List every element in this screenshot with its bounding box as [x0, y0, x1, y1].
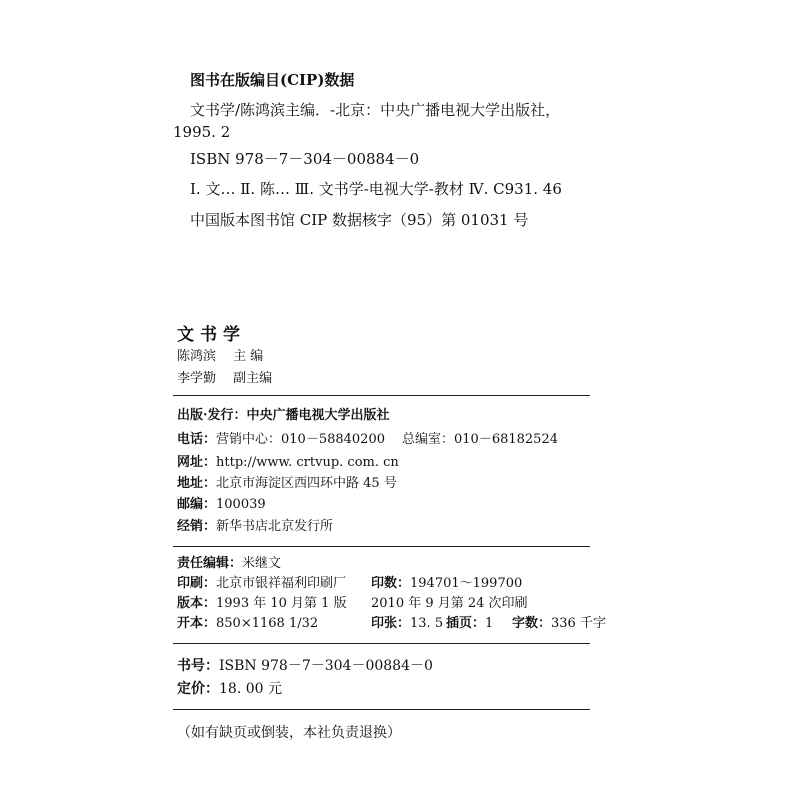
format-label: 开本： [177, 616, 217, 631]
edition-cell [177, 597, 371, 610]
publisher-label: 出版·发行： [177, 408, 247, 423]
edition-label: 版本： [177, 596, 217, 611]
plates-cell [446, 617, 512, 630]
phone-sales: 营销中心：010－58840200 [216, 432, 385, 447]
edition-row [177, 597, 528, 610]
price-value: 18. 00 元 [219, 681, 282, 697]
book-number-value: ISBN 978－7－304－00884－0 [219, 658, 433, 674]
publisher-value: 中央广播电视大学出版社 [246, 408, 390, 423]
divider-1 [173, 395, 590, 396]
deputy-editor-name: 李学勤 [177, 371, 217, 386]
cip-entry-line1: 文书学/陈鸿滨主编．-北京：中央广播电视大学出版社， [190, 101, 561, 119]
price-label: 定价： [177, 681, 219, 697]
printer-cell [177, 577, 371, 590]
cip-classification: Ⅰ. 文… Ⅱ. 陈… Ⅲ. 文书学-电视大学-教材 Ⅳ. C931. 46 [190, 180, 562, 198]
printer-row [177, 577, 522, 590]
format-row [177, 617, 606, 630]
distributor-row [177, 520, 333, 533]
format-cell [177, 617, 371, 630]
address-row [177, 477, 397, 490]
book-number-label: 书号： [177, 658, 219, 674]
plates-value: 1 [485, 616, 494, 631]
deputy-editor-row [177, 372, 272, 385]
editor-row [177, 557, 281, 570]
impression-value: 2010 年 9 月第 24 次印刷 [371, 596, 528, 611]
notice: （如有缺页或倒装，本社负责退换） [177, 725, 401, 741]
address-value: 北京市海淀区西四环中路 45 号 [216, 476, 397, 491]
chief-editor-role: 主 编 [233, 349, 264, 364]
editor-value: 米继文 [242, 556, 282, 571]
print-count-label: 印数： [371, 576, 411, 591]
printer-value: 北京市银祥福利印刷厂 [216, 576, 347, 591]
words-value: 336 千字 [551, 616, 606, 631]
divider-4 [173, 709, 590, 710]
phone-label: 电话： [177, 432, 217, 447]
cip-record-number: 中国版本图书馆 CIP 数据核字（95）第 01031 号 [190, 211, 529, 229]
sheets-value: 13. 5 [410, 616, 444, 631]
phone-office: 总编室：010－68182524 [402, 432, 558, 447]
printer-label: 印刷： [177, 576, 217, 591]
address-label: 地址： [177, 476, 217, 491]
deputy-editor-role: 副主编 [233, 371, 273, 386]
price-row [177, 682, 282, 696]
cip-isbn: ISBN 978－7－304－00884－0 [190, 150, 420, 168]
sheets-label: 印张： [371, 616, 411, 631]
words-label: 字数： [512, 616, 552, 631]
web-value: http://www. crtvup. com. cn [216, 455, 399, 470]
format-value: 850×1168 1/32 [216, 616, 319, 631]
postcode-row [177, 498, 266, 511]
book-title: 文书学 [177, 325, 246, 345]
book-number-row [177, 659, 433, 673]
cip-heading: 图书在版编目(CIP)数据 [190, 71, 355, 89]
divider-3 [173, 643, 590, 644]
print-count-value: 194701～199700 [410, 576, 523, 591]
web-label: 网址： [177, 455, 217, 470]
chief-editor-name: 陈鸿滨 [177, 349, 217, 364]
distributor-value: 新华书店北京发行所 [216, 519, 334, 534]
distributor-label: 经销： [177, 519, 217, 534]
postcode-label: 邮编： [177, 497, 217, 512]
web-row [177, 456, 399, 469]
postcode-value: 100039 [216, 497, 266, 512]
divider-2 [173, 546, 590, 547]
edition-value: 1993 年 10 月第 1 版 [216, 596, 347, 611]
cip-entry-line2: 1995. 2 [173, 123, 231, 141]
publisher-row [177, 409, 390, 422]
editor-label: 责任编辑： [177, 556, 243, 571]
sheets-cell [371, 617, 446, 630]
plates-label: 插页： [446, 616, 486, 631]
chief-editor-row [177, 350, 263, 363]
phone-row [177, 433, 558, 446]
